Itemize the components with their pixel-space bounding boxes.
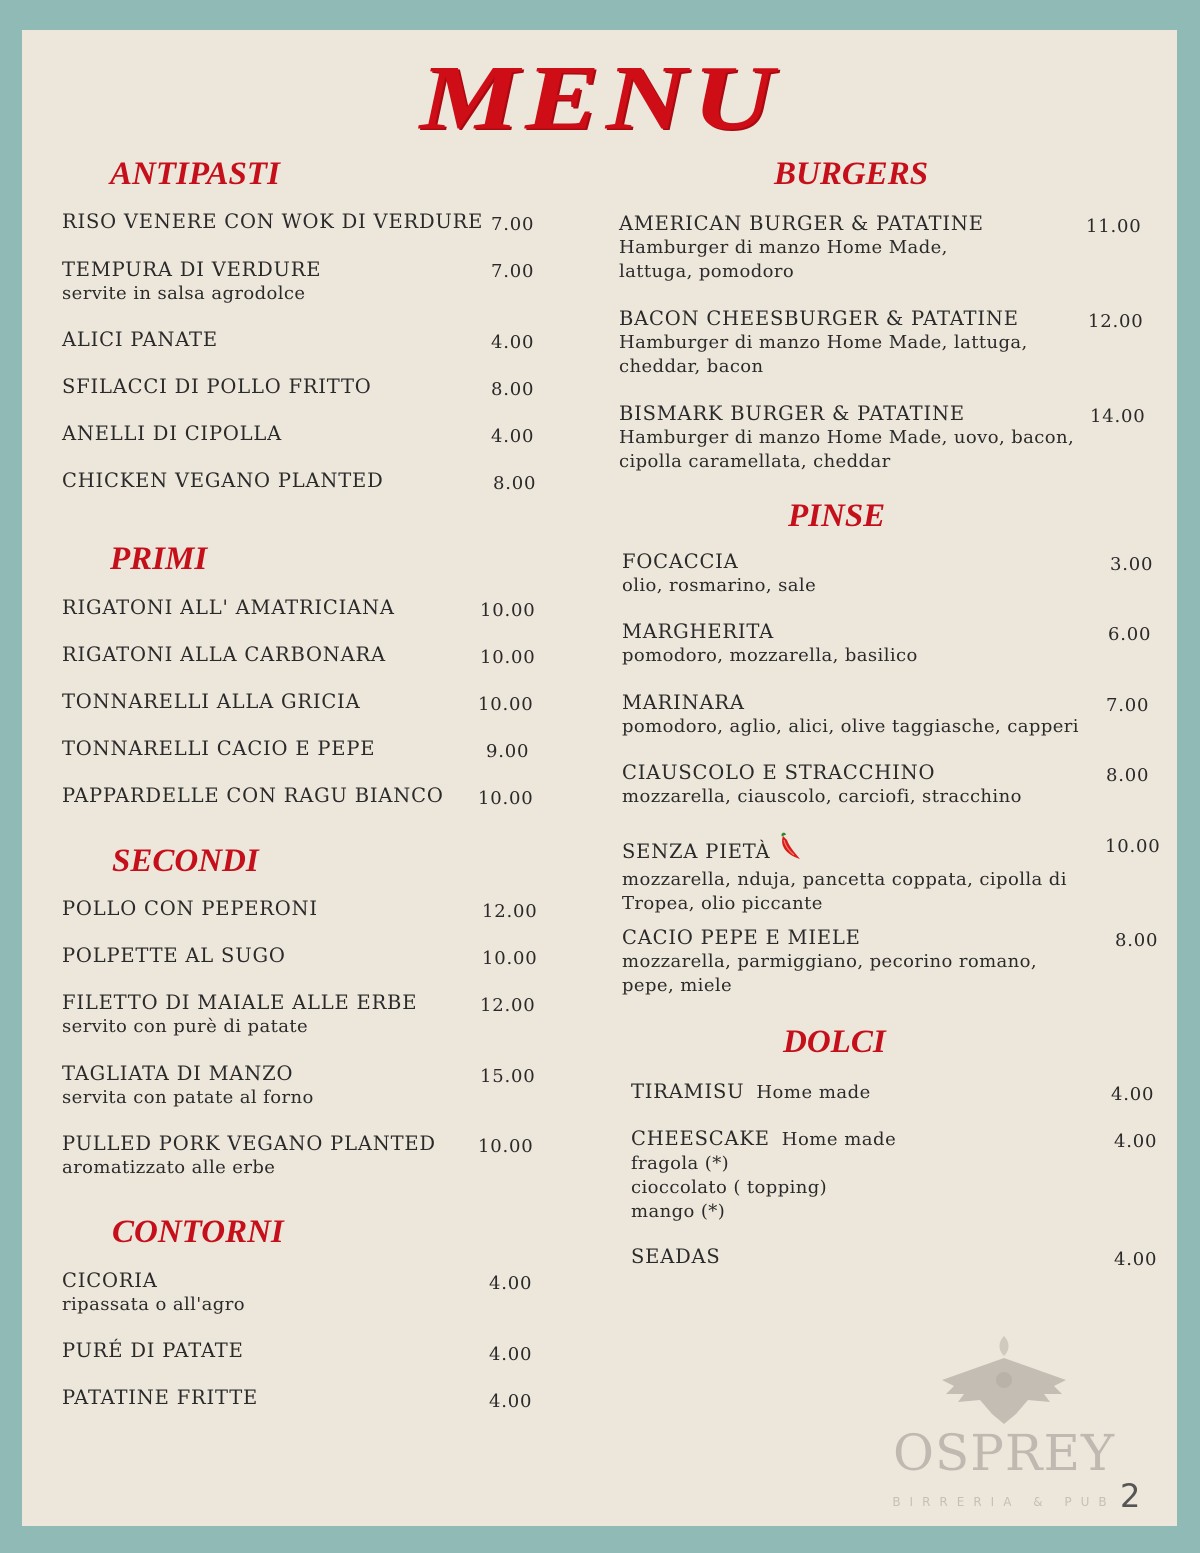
item-name	[631, 1080, 871, 1105]
menu-item	[62, 328, 218, 352]
item-name: CACIO PEPE E MIELE	[622, 926, 861, 949]
item-description: mozzarella, ciauscolo, carciofi, stracchino	[622, 786, 1022, 807]
menu-item	[62, 375, 372, 399]
item-description: cheddar, bacon	[619, 356, 764, 377]
item-name: BACON CHEESBURGER & PATATINE	[619, 307, 1019, 330]
menu-item	[631, 1127, 896, 1224]
item-name-text: TIRAMISU	[631, 1080, 745, 1103]
item-name: RIGATONI ALL' AMATRICIANA	[62, 596, 395, 619]
item-name: BISMARK BURGER & PATATINE	[619, 402, 965, 425]
item-price: 7.00	[1106, 695, 1150, 716]
menu-item	[622, 832, 1067, 916]
menu-item	[619, 212, 984, 284]
item-description: mozzarella, parmiggiano, pecorino romano,	[622, 951, 1038, 972]
item-price: 10.00	[482, 948, 538, 969]
menu-item	[622, 550, 816, 598]
item-flavor: fragola (*)	[631, 1153, 730, 1174]
menu-item	[619, 307, 1028, 379]
item-price: 15.00	[480, 1066, 536, 1087]
menu-item	[631, 1245, 721, 1269]
item-price: 8.00	[493, 473, 537, 494]
item-name-text: SENZA PIETÀ	[622, 840, 771, 863]
item-price: 3.00	[1110, 554, 1154, 575]
item-name-text: CHEESCAKE	[631, 1127, 770, 1150]
menu-item	[62, 258, 321, 306]
section-heading-contorni: CONTORNI	[112, 1214, 284, 1250]
item-description: olio, rosmarino, sale	[622, 575, 817, 596]
menu-item	[62, 1339, 244, 1363]
item-name: RIGATONI ALLA CARBONARA	[62, 643, 386, 666]
item-name: RISO VENERE CON WOK DI VERDURE	[62, 210, 484, 233]
item-price: 7.00	[491, 261, 535, 282]
item-name: PULLED PORK VEGANO PLANTED	[62, 1132, 436, 1155]
osprey-bird-icon	[884, 1328, 1124, 1428]
item-note: Home made	[781, 1129, 897, 1150]
menu-title: MENU	[419, 47, 780, 149]
item-price: 4.00	[1111, 1084, 1155, 1105]
item-name: PATATINE FRITTE	[62, 1386, 259, 1409]
item-price: 4.00	[491, 426, 535, 447]
item-name: ALICI PANATE	[62, 328, 218, 351]
logo-name: OSPREY	[892, 1424, 1116, 1482]
item-name: FILETTO DI MAIALE ALLE ERBE	[62, 991, 418, 1014]
item-description: servita con patate al forno	[62, 1087, 314, 1108]
menu-item	[622, 761, 1022, 809]
section-heading-dolci: DOLCI	[783, 1024, 886, 1060]
item-price: 10.00	[478, 1136, 534, 1157]
item-price: 4.00	[1114, 1249, 1158, 1270]
item-price: 10.00	[478, 694, 534, 715]
item-description: pomodoro, aglio, alici, olive taggiasche, capperi	[622, 716, 1079, 737]
item-price: 12.00	[1088, 311, 1144, 332]
menu-item	[62, 469, 384, 493]
menu-item	[619, 402, 1074, 474]
item-name: TONNARELLI ALLA GRICIA	[62, 690, 361, 713]
item-name: CIAUSCOLO E STRACCHINO	[622, 761, 936, 784]
section-heading-antipasti: ANTIPASTI	[110, 156, 280, 192]
menu-item	[62, 1132, 436, 1180]
chili-pepper-icon	[774, 832, 804, 868]
section-heading-pinse: PINSE	[788, 498, 886, 534]
osprey-logo	[884, 1328, 1124, 1523]
menu-item	[62, 210, 483, 234]
menu-item	[62, 784, 444, 808]
item-price: 10.00	[480, 647, 536, 668]
item-price: 4.00	[1114, 1131, 1158, 1152]
item-price: 10.00	[478, 788, 534, 809]
item-price: 4.00	[489, 1273, 533, 1294]
menu-item	[62, 897, 318, 921]
item-name: CICORIA	[62, 1269, 158, 1292]
item-name: FOCACCIA	[622, 550, 739, 573]
item-price: 12.00	[482, 901, 538, 922]
item-description: aromatizzato alle erbe	[62, 1157, 276, 1178]
item-name: MARGHERITA	[622, 620, 774, 643]
menu-item	[62, 1062, 314, 1110]
menu-item	[62, 737, 375, 761]
item-price: 4.00	[489, 1344, 533, 1365]
item-note: Home made	[756, 1082, 871, 1103]
item-price: 12.00	[480, 995, 536, 1016]
item-name: SFILACCI DI POLLO FRITTO	[62, 375, 372, 398]
item-name: ANELLI DI CIPOLLA	[62, 422, 283, 445]
item-name: POLLO CON PEPERONI	[62, 897, 318, 920]
item-description: pomodoro, mozzarella, basilico	[622, 645, 918, 666]
menu-item	[62, 643, 386, 667]
item-name: SEADAS	[631, 1245, 721, 1268]
menu-item	[62, 596, 395, 620]
item-name: CHICKEN VEGANO PLANTED	[62, 469, 384, 492]
item-description: ripassata o all'agro	[62, 1294, 245, 1315]
menu-item	[62, 690, 360, 714]
item-price: 7.00	[491, 214, 535, 235]
item-flavor: mango (*)	[631, 1201, 726, 1222]
menu-item	[62, 944, 286, 968]
item-description: cipolla caramellata, cheddar	[619, 451, 891, 472]
item-description: pepe, miele	[622, 975, 733, 996]
item-price: 11.00	[1086, 216, 1142, 237]
item-price: 8.00	[1106, 765, 1150, 786]
item-description: servite in salsa agrodolce	[62, 283, 306, 304]
item-price: 14.00	[1090, 406, 1146, 427]
menu-item	[622, 620, 918, 668]
item-name: AMERICAN BURGER & PATATINE	[619, 212, 984, 235]
item-description: Tropea, olio piccante	[622, 893, 823, 914]
menu-item	[622, 926, 1037, 998]
item-description: mozzarella, nduja, pancetta coppata, cipolla di	[622, 869, 1067, 890]
menu-item	[62, 1386, 258, 1410]
section-heading-primi: PRIMI	[110, 541, 208, 577]
menu-item	[62, 422, 282, 446]
item-description: servito con purè di patate	[62, 1016, 309, 1037]
item-price: 10.00	[480, 600, 536, 621]
item-price: 9.00	[486, 741, 530, 762]
menu-item	[62, 991, 417, 1039]
menu-page	[22, 30, 1177, 1526]
item-name: PURÉ DI PATATE	[62, 1339, 244, 1362]
item-description: Hamburger di manzo Home Made,	[619, 237, 948, 258]
item-price: 4.00	[491, 332, 535, 353]
item-name: TONNARELLI CACIO E PEPE	[62, 737, 376, 760]
item-price: 6.00	[1108, 624, 1152, 645]
item-name: PAPPARDELLE CON RAGU BIANCO	[62, 784, 444, 807]
item-description: Hamburger di manzo Home Made, uovo, bacon,	[619, 427, 1075, 448]
item-price: 10.00	[1105, 836, 1161, 857]
item-description: Hamburger di manzo Home Made, lattuga,	[619, 332, 1028, 353]
item-price: 4.00	[489, 1391, 533, 1412]
page-number: 2	[1120, 1477, 1141, 1515]
item-description: lattuga, pomodoro	[619, 261, 795, 282]
section-heading-secondi: SECONDI	[112, 843, 259, 879]
item-name: POLPETTE AL SUGO	[62, 944, 286, 967]
item-price: 8.00	[491, 379, 535, 400]
item-name: TAGLIATA DI MANZO	[62, 1062, 294, 1085]
menu-item	[631, 1080, 871, 1105]
item-name	[631, 1127, 896, 1152]
item-name: TEMPURA DI VERDURE	[62, 258, 322, 281]
item-flavor: cioccolato ( topping)	[631, 1177, 828, 1198]
item-price: 8.00	[1115, 930, 1159, 951]
item-name	[622, 832, 1067, 868]
menu-item	[622, 691, 1079, 739]
section-heading-burgers: BURGERS	[774, 156, 929, 192]
menu-item	[62, 1269, 245, 1317]
item-name: MARINARA	[622, 691, 745, 714]
logo-subtitle: BIRRERIA & PUB	[892, 1495, 1116, 1509]
